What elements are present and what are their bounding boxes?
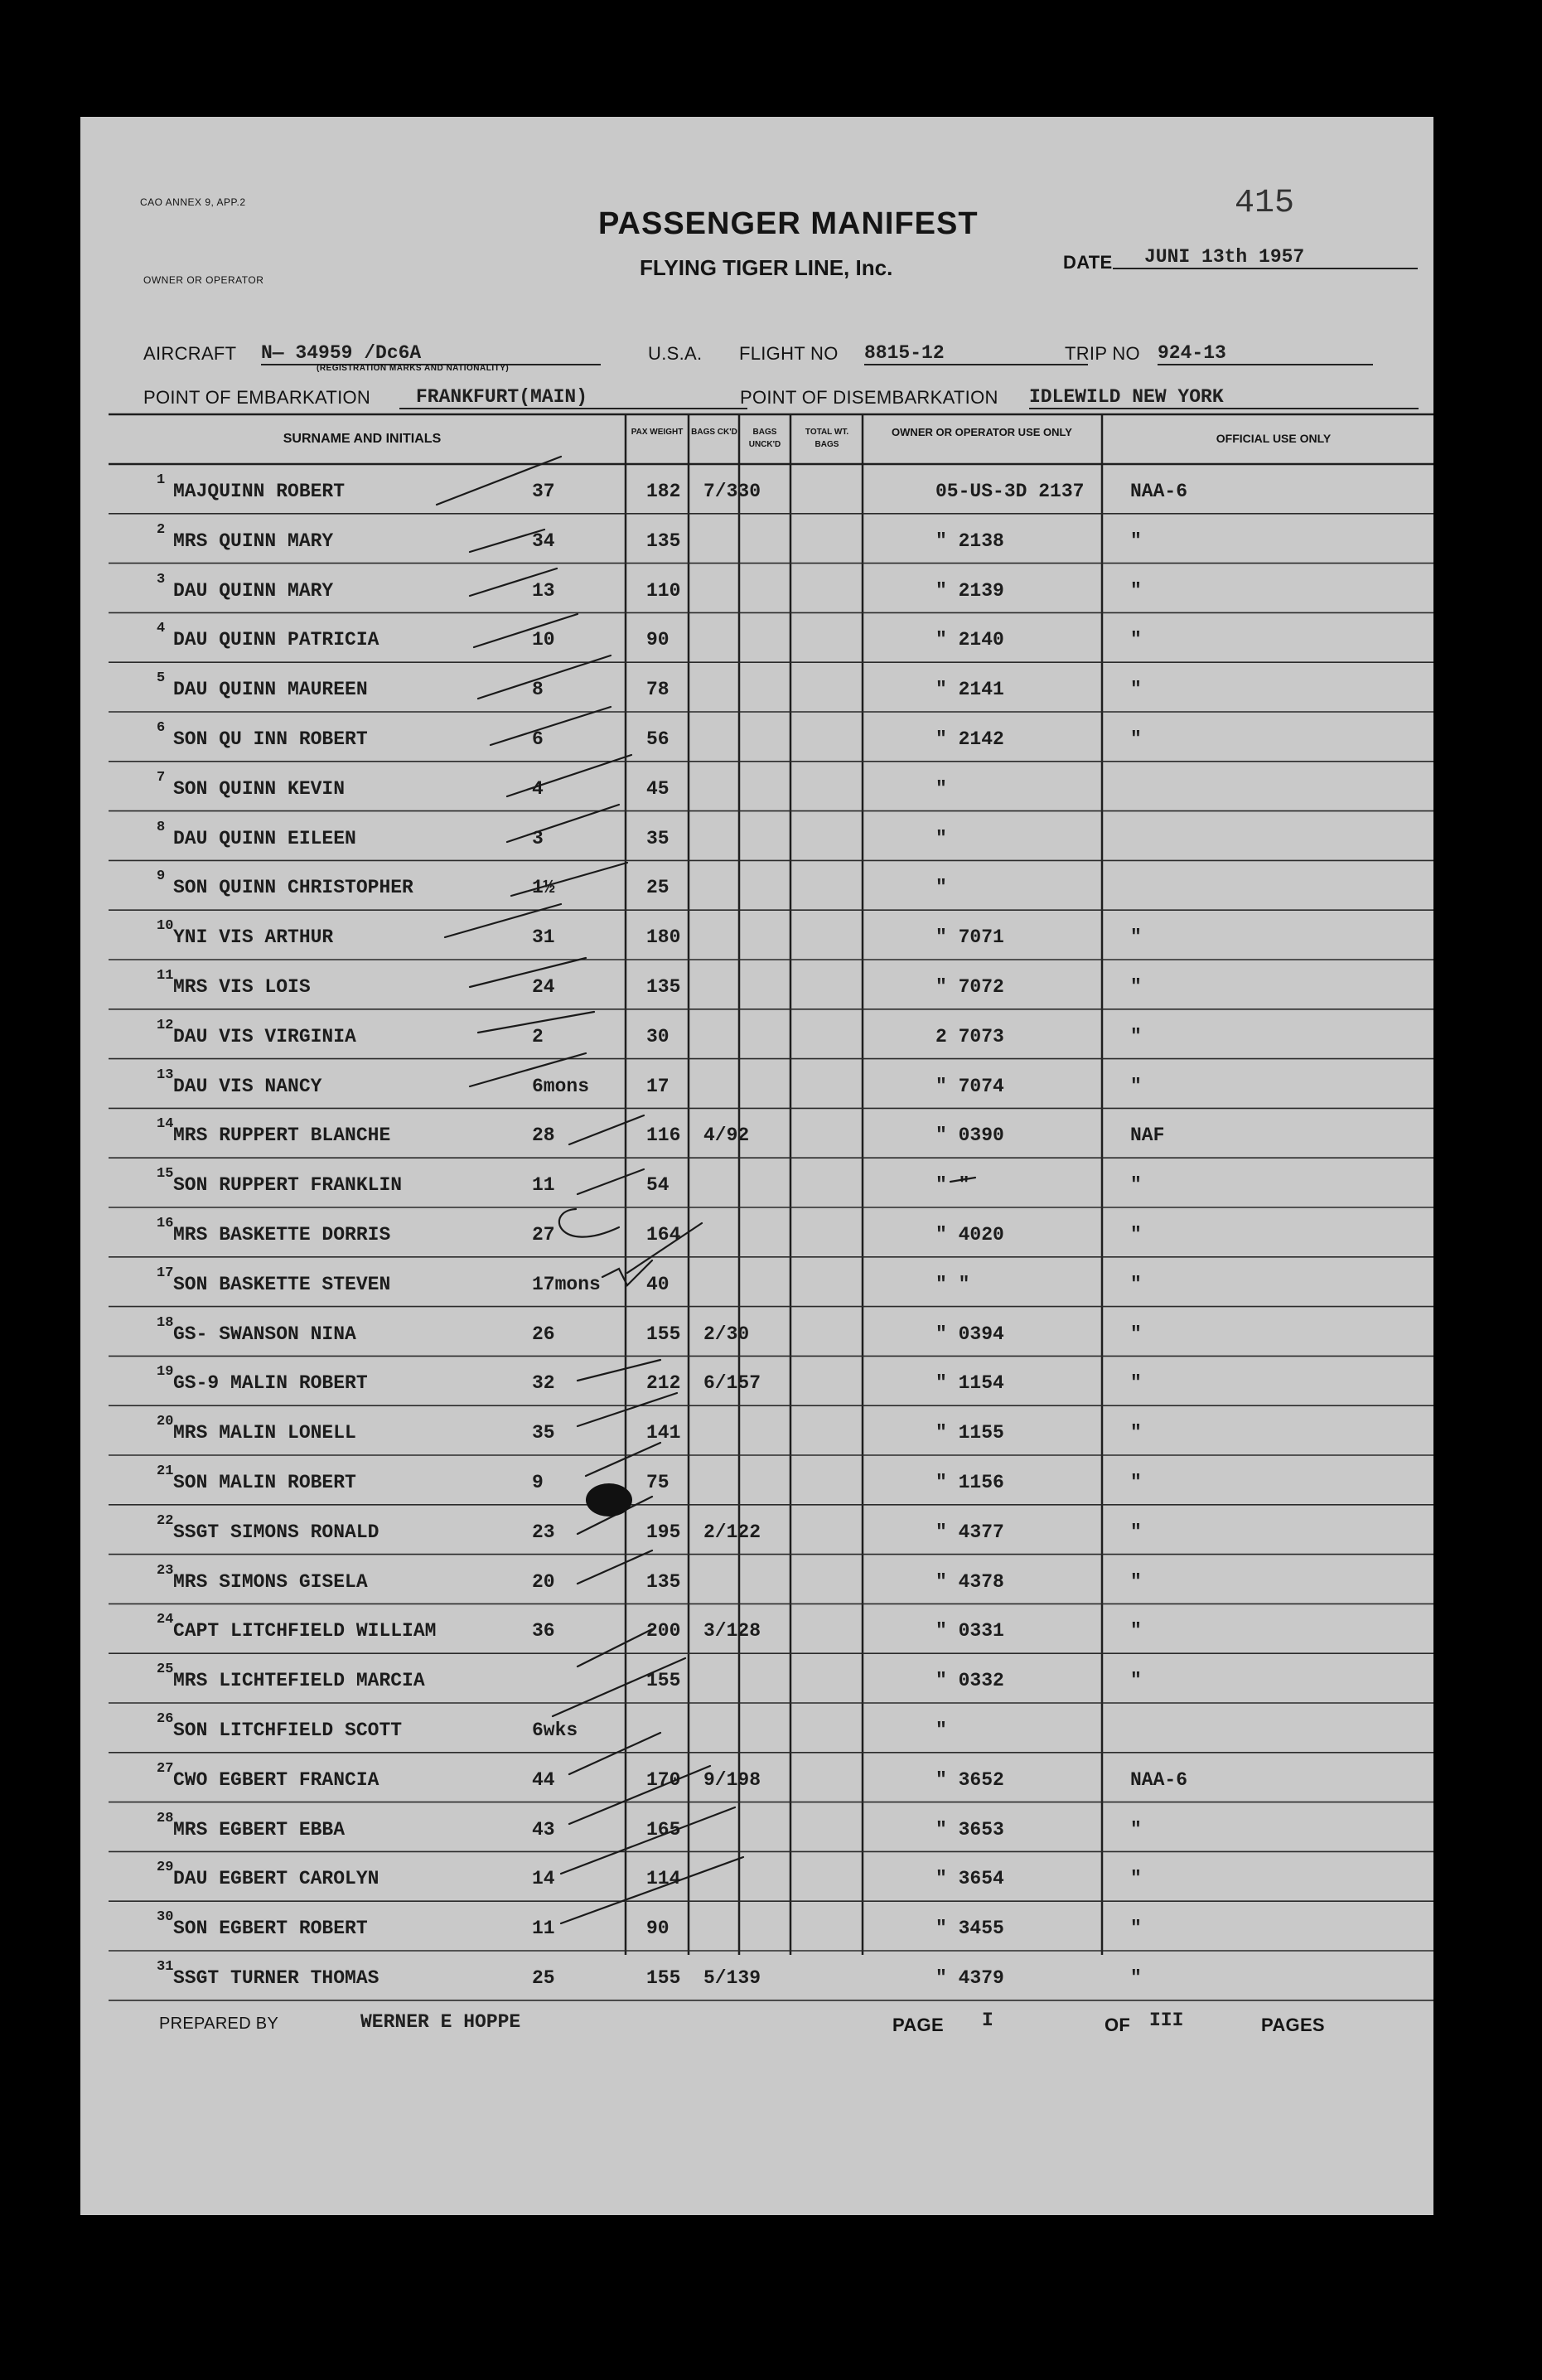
- pax-weight: 40: [646, 1274, 669, 1295]
- owner-operator-entry: " 4020: [935, 1224, 1004, 1246]
- passenger-name: MRS SIMONS GISELA: [173, 1571, 368, 1593]
- age: 8: [532, 679, 544, 700]
- passenger-name: SON BASKETTE STEVEN: [173, 1274, 391, 1295]
- passenger-name: MRS RUPPERT BLANCHE: [173, 1125, 391, 1146]
- pax-weight: 56: [646, 728, 669, 750]
- pax-weight: 180: [646, 926, 681, 948]
- aircraft-value: N— 34959 /Dc6A: [261, 342, 601, 365]
- passenger-name: CAPT LITCHFIELD WILLIAM: [173, 1620, 437, 1642]
- age: 3: [532, 828, 544, 849]
- age: 36: [532, 1620, 555, 1642]
- age: 1½: [532, 877, 555, 898]
- owner-operator-entry: " 1154: [935, 1372, 1004, 1394]
- passenger-name: MRS VIS LOIS: [173, 976, 311, 998]
- official-use-entry: ": [1130, 530, 1142, 552]
- owner-operator-entry: " 3653: [935, 1819, 1004, 1841]
- pax-weight: 135: [646, 1571, 681, 1593]
- passenger-name: DAU QUINN MAUREEN: [173, 679, 368, 700]
- header-bags-unckd: BAGS UNCK'D: [748, 428, 781, 449]
- official-use-entry: ": [1130, 1571, 1142, 1593]
- row-number: 14: [157, 1116, 174, 1132]
- row-number: 9: [157, 868, 166, 884]
- age: 27: [532, 1224, 555, 1246]
- header-official-use: OFFICIAL USE ONLY: [1216, 432, 1332, 445]
- official-use-entry: ": [1130, 976, 1142, 998]
- official-use-entry: ": [1130, 926, 1142, 948]
- age: 2: [532, 1026, 544, 1047]
- row-number: 1: [157, 472, 166, 488]
- owner-operator-entry: " ": [935, 1274, 970, 1295]
- official-use-entry: ": [1130, 1224, 1142, 1246]
- age: 37: [532, 481, 555, 502]
- passenger-name: MRS LICHTEFIELD MARCIA: [173, 1670, 425, 1691]
- row-number: 15: [157, 1166, 174, 1182]
- official-use-entry: ": [1130, 1521, 1142, 1543]
- row-number: 10: [157, 918, 174, 934]
- row-number: 11: [157, 968, 174, 984]
- page-label: PAGE: [892, 2015, 944, 2035]
- passenger-name: GS-9 MALIN ROBERT: [173, 1372, 368, 1394]
- pax-weight: 155: [646, 1670, 681, 1691]
- pax-weight: 45: [646, 778, 669, 800]
- age: 44: [532, 1769, 555, 1791]
- pax-weight: 182: [646, 481, 681, 502]
- page-value: I: [982, 2010, 993, 2031]
- bags-checked: 9/198: [703, 1769, 761, 1791]
- header-name: SURNAME AND INITIALS: [283, 432, 442, 446]
- row-number: 29: [157, 1860, 174, 1875]
- owner-operator-entry: " 7074: [935, 1076, 1004, 1097]
- passenger-name: SON QU INN ROBERT: [173, 728, 368, 750]
- manifest-sheet: [80, 117, 1433, 2215]
- country-label: U.S.A.: [648, 343, 703, 364]
- pax-weight: 155: [646, 1967, 681, 1989]
- passenger-name: SON QUINN CHRISTOPHER: [173, 877, 413, 898]
- pax-weight: 135: [646, 976, 681, 998]
- passenger-name: MRS MALIN LONELL: [173, 1422, 356, 1444]
- pages-label: PAGES: [1261, 2015, 1325, 2035]
- official-use-entry: ": [1130, 1819, 1142, 1841]
- passenger-name: YNI VIS ARTHUR: [173, 926, 334, 948]
- row-number: 24: [157, 1612, 174, 1628]
- age: 34: [532, 530, 555, 552]
- pax-weight: 90: [646, 1918, 669, 1939]
- owner-operator-entry: " 1156: [935, 1472, 1004, 1493]
- pax-weight: 155: [646, 1323, 681, 1345]
- age: 31: [532, 926, 555, 948]
- date-label: DATE: [1063, 252, 1113, 273]
- owner-operator-label: OWNER OR OPERATOR: [143, 274, 264, 286]
- owner-operator-entry: " 1155: [935, 1422, 1004, 1444]
- age: 13: [532, 580, 555, 602]
- row-number: 28: [157, 1811, 174, 1826]
- owner-operator-entry: " 4377: [935, 1521, 1004, 1543]
- bags-checked: 2/122: [703, 1521, 761, 1543]
- owner-operator-entry: " 3652: [935, 1769, 1004, 1791]
- owner-operator-entry: " 3654: [935, 1868, 1004, 1889]
- header-owner-use: OWNER OR OPERATOR USE ONLY: [892, 426, 1072, 438]
- row-number: 4: [157, 621, 166, 636]
- official-use-entry: ": [1130, 629, 1142, 651]
- pax-weight: 141: [646, 1422, 681, 1444]
- age: 11: [532, 1918, 555, 1939]
- official-use-entry: ": [1130, 1422, 1142, 1444]
- row-number: 25: [157, 1662, 174, 1677]
- row-number: 27: [157, 1761, 174, 1777]
- pax-weight: 165: [646, 1819, 681, 1841]
- official-use-entry: NAA-6: [1130, 481, 1188, 502]
- owner-operator-entry: " ": [935, 1174, 970, 1196]
- row-number: 6: [157, 720, 166, 736]
- page-title: PASSENGER MANIFEST: [598, 206, 979, 241]
- pax-weight: 135: [646, 530, 681, 552]
- row-number: 21: [157, 1463, 174, 1479]
- bags-checked: 7/330: [703, 481, 761, 502]
- owner-operator-entry: " 4379: [935, 1967, 1004, 1989]
- official-use-entry: ": [1130, 1620, 1142, 1642]
- row-number: 8: [157, 820, 166, 835]
- age: 20: [532, 1571, 555, 1593]
- official-use-entry: ": [1130, 1372, 1142, 1394]
- pax-weight: 75: [646, 1472, 669, 1493]
- owner-operator-entry: " 4378: [935, 1571, 1004, 1593]
- row-number: 23: [157, 1563, 174, 1579]
- row-number: 26: [157, 1711, 174, 1727]
- pax-weight: 35: [646, 828, 669, 849]
- row-number: 16: [157, 1216, 174, 1231]
- official-use-entry: ": [1130, 1076, 1142, 1097]
- aircraft-subcaption: (REGISTRATION MARKS AND NATIONALITY): [317, 364, 510, 373]
- row-number: 30: [157, 1909, 174, 1925]
- owner-operator-entry: " 0394: [935, 1323, 1004, 1345]
- owner-operator-entry: " 3455: [935, 1918, 1004, 1939]
- bags-checked: 4/92: [703, 1125, 750, 1146]
- row-number: 22: [157, 1513, 174, 1529]
- age: 6wks: [532, 1720, 578, 1741]
- pax-weight: 54: [646, 1174, 669, 1196]
- owner-operator-entry: ": [935, 828, 947, 849]
- owner-operator-entry: ": [935, 778, 947, 800]
- prepared-by-label: PREPARED BY: [159, 2015, 279, 2033]
- bags-checked: 3/128: [703, 1620, 761, 1642]
- passenger-name: DAU EGBERT CAROLYN: [173, 1868, 379, 1889]
- passenger-name: DAU QUINN EILEEN: [173, 828, 356, 849]
- pax-weight: 200: [646, 1620, 681, 1642]
- age: 6: [532, 728, 544, 750]
- trip-label: TRIP NO: [1065, 343, 1140, 364]
- row-number: 31: [157, 1959, 174, 1975]
- pax-weight: 25: [646, 877, 669, 898]
- owner-operator-entry: 05-US-3D 2137: [935, 481, 1085, 502]
- owner-operator-entry: " 7072: [935, 976, 1004, 998]
- age: 17mons: [532, 1274, 601, 1295]
- passenger-name: SON EGBERT ROBERT: [173, 1918, 368, 1939]
- official-use-entry: ": [1130, 1026, 1142, 1047]
- pax-weight: 90: [646, 629, 669, 651]
- age: 9: [532, 1472, 544, 1493]
- row-number: 5: [157, 670, 166, 686]
- pax-weight: 114: [646, 1868, 681, 1889]
- passenger-name: MRS EGBERT EBBA: [173, 1819, 346, 1841]
- passenger-name: SSGT SIMONS RONALD: [173, 1521, 379, 1543]
- age: 6mons: [532, 1076, 590, 1097]
- row-number: 20: [157, 1414, 174, 1429]
- official-use-entry: ": [1130, 1670, 1142, 1691]
- owner-operator-entry: " 2140: [935, 629, 1004, 651]
- age: 23: [532, 1521, 555, 1543]
- official-use-entry: ": [1130, 728, 1142, 750]
- age: 25: [532, 1967, 555, 1989]
- aircraft-label: AIRCRAFT: [143, 343, 237, 364]
- owner-operator-entry: ": [935, 1720, 947, 1741]
- passenger-name: SON QUINN KEVIN: [173, 778, 346, 800]
- official-use-entry: ": [1130, 679, 1142, 700]
- owner-operator-entry: 2 7073: [935, 1026, 1004, 1047]
- passenger-name: CWO EGBERT FRANCIA: [173, 1769, 379, 1791]
- bags-checked: 2/30: [703, 1323, 750, 1345]
- passenger-name: DAU VIS NANCY: [173, 1076, 322, 1097]
- trip-value: 924-13: [1158, 342, 1373, 365]
- disembarkation-label: POINT OF DISEMBARKATION: [740, 387, 998, 408]
- age: 24: [532, 976, 555, 998]
- row-number: 18: [157, 1315, 174, 1331]
- official-use-entry: ": [1130, 1472, 1142, 1493]
- passenger-name: MRS QUINN MARY: [173, 530, 334, 552]
- prepared-by-value: WERNER E HOPPE: [360, 2011, 521, 2033]
- owner-operator-entry: " 2138: [935, 530, 1004, 552]
- of-value: III: [1149, 2010, 1184, 2031]
- carrier-name: FLYING TIGER LINE, Inc.: [640, 255, 893, 280]
- official-use-entry: ": [1130, 1323, 1142, 1345]
- form-id: CAO ANNEX 9, APP.2: [140, 196, 246, 208]
- of-label: OF: [1105, 2015, 1131, 2035]
- pax-weight: 170: [646, 1769, 681, 1791]
- header-pax-weight: PAX WEIGHT: [631, 428, 684, 437]
- passenger-name: SON LITCHFIELD SCOTT: [173, 1720, 403, 1741]
- bags-checked: 5/139: [703, 1967, 761, 1989]
- official-use-entry: ": [1130, 1967, 1142, 1989]
- age: 43: [532, 1819, 555, 1841]
- handwritten-page-number: 415: [1235, 185, 1295, 222]
- age: 14: [532, 1868, 555, 1889]
- age: 35: [532, 1422, 555, 1444]
- row-number: 2: [157, 522, 166, 538]
- passenger-name: DAU VIS VIRGINIA: [173, 1026, 356, 1047]
- pax-weight: 30: [646, 1026, 669, 1047]
- pax-weight: 164: [646, 1224, 681, 1246]
- age: 28: [532, 1125, 555, 1146]
- owner-operator-entry: " 2142: [935, 728, 1004, 750]
- pax-weight: 78: [646, 679, 669, 700]
- date-value: JUNI 13th 1957: [1113, 246, 1418, 269]
- passenger-name: DAU QUINN PATRICIA: [173, 629, 379, 651]
- owner-operator-entry: " 2141: [935, 679, 1004, 700]
- owner-operator-entry: " 2139: [935, 580, 1004, 602]
- row-number: 3: [157, 572, 166, 588]
- passenger-name: SON RUPPERT FRANKLIN: [173, 1174, 403, 1196]
- pax-weight: 110: [646, 580, 681, 602]
- passenger-name: DAU QUINN MARY: [173, 580, 334, 602]
- owner-operator-entry: " 0390: [935, 1125, 1004, 1146]
- pax-weight: 195: [646, 1521, 681, 1543]
- bags-checked: 6/157: [703, 1372, 761, 1394]
- official-use-entry: ": [1130, 1174, 1142, 1196]
- disembarkation-value: IDLEWILD NEW YORK: [1029, 386, 1419, 409]
- flight-value: 8815-12: [864, 342, 1088, 365]
- owner-operator-entry: " 7071: [935, 926, 1004, 948]
- official-use-entry: ": [1130, 580, 1142, 602]
- passenger-name: MRS BASKETTE DORRIS: [173, 1224, 391, 1246]
- passenger-name: MAJQUINN ROBERT: [173, 481, 346, 502]
- pax-weight: 116: [646, 1125, 681, 1146]
- official-use-entry: NAA-6: [1130, 1769, 1188, 1791]
- passenger-name: SON MALIN ROBERT: [173, 1472, 356, 1493]
- age: 10: [532, 629, 555, 651]
- passenger-name: SSGT TURNER THOMAS: [173, 1967, 379, 1989]
- embarkation-value: FRANKFURT(MAIN): [399, 386, 747, 409]
- owner-operator-entry: " 0331: [935, 1620, 1004, 1642]
- official-use-entry: ": [1130, 1274, 1142, 1295]
- age: 4: [532, 778, 544, 800]
- official-use-entry: ": [1130, 1868, 1142, 1889]
- header-total-weight: TOTAL WT. BAGS: [805, 428, 849, 449]
- age: 32: [532, 1372, 555, 1394]
- embarkation-label: POINT OF EMBARKATION: [143, 387, 371, 408]
- age: 26: [532, 1323, 555, 1345]
- row-number: 19: [157, 1364, 174, 1380]
- owner-operator-entry: ": [935, 877, 947, 898]
- header-bags-ckd: BAGS CK'D: [691, 428, 737, 437]
- row-number: 12: [157, 1018, 174, 1033]
- pax-weight: 212: [646, 1372, 681, 1394]
- flight-label: FLIGHT NO: [739, 343, 839, 364]
- owner-operator-entry: " 0332: [935, 1670, 1004, 1691]
- pax-weight: 17: [646, 1076, 669, 1097]
- row-number: 17: [157, 1265, 174, 1281]
- row-number: 7: [157, 770, 166, 786]
- official-use-entry: NAF: [1130, 1125, 1165, 1146]
- age: 11: [532, 1174, 555, 1196]
- row-number: 13: [157, 1067, 174, 1083]
- passenger-name: GS- SWANSON NINA: [173, 1323, 356, 1345]
- official-use-entry: ": [1130, 1918, 1142, 1939]
